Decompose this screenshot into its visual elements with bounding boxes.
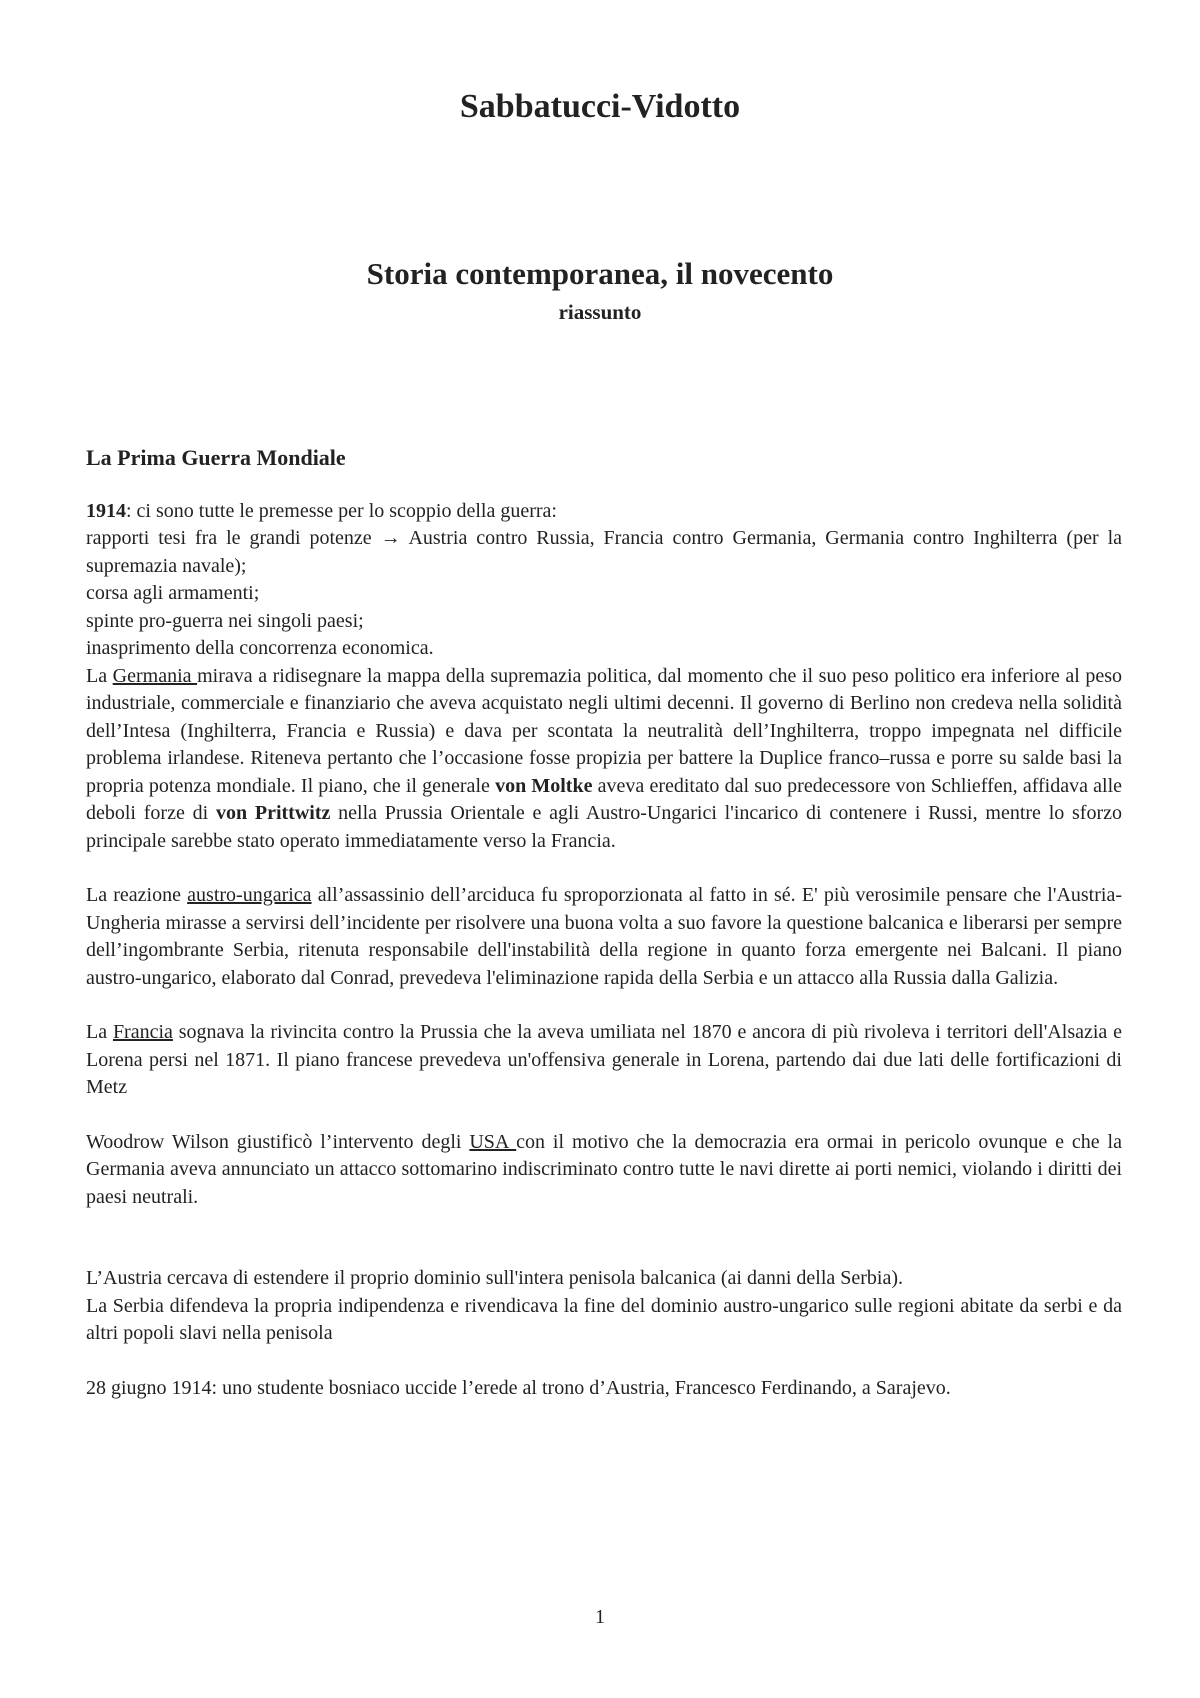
von-prittwitz: von Prittwitz — [215, 802, 331, 824]
premesse-intro-text: : ci sono tutte le premesse per lo scoppio della guerra: — [126, 499, 557, 522]
francia-text: sognava la rivincita contro la Prussia che la aveva umiliata nel 1870 e ancora di più rivoleva i territori dell'Alsazia e Lorena persi nel 1871. Il piano francese prevedeva un'offensiva generale in Lorena, partendo dai due lati delle fortificazioni di Metz — [86, 1021, 1123, 1098]
germania-text-1: mirava a ridisegnare la mappa della supremazia politica, dal momento che il suo peso politico era inferiore al peso industriale, commerciale e finanziario che aveva acquistato negli ultimi decenni. Il governo di Berlino non credeva nella solidità dell’Intesa (Inghilterra, Francia e Russia) e dava per scontata la neutralità dell’Inghilterra, troppo impegnata nel difficile problema irlandese. Riteneva pertanto che l’occasione fosse propizia per battere la Duplice franco–russa e porre su salde basi la propria potenza mondiale. Il piano, che il generale — [86, 664, 1122, 797]
section-heading: La Prima Guerra Mondiale — [86, 445, 346, 470]
paragraph-spacer — [86, 1238, 1122, 1265]
germania-text-3: nella Prussia Orientale e agli Austro-Ungarici l'incarico di contenere i Russi, mentre lo sforzo principale sarebbe stato operato immediatamente verso la Francia. — [86, 802, 1122, 852]
paragraph-usa — [86, 1129, 1122, 1212]
premesse-intro-line — [86, 498, 1122, 526]
germania-underlined: Germania — [112, 664, 198, 687]
germania-text-2: aveva ereditato dal suo predecessore von Schlieffen, affidava alle deboli forze di — [86, 774, 1123, 824]
francia-pre: La — [86, 1021, 113, 1043]
usa-pre: Woodrow Wilson giustificò l’intervento degli — [86, 1130, 470, 1153]
austria-pre: La reazione — [86, 884, 188, 906]
premesse-line-armamenti: corsa agli armamenti; — [86, 582, 260, 604]
document-author-title: Sabbatucci-Vidotto — [459, 88, 741, 125]
document-subtitle: riassunto — [558, 300, 642, 324]
premesse-line-concorrenza: inasprimento della concorrenza economica. — [86, 637, 434, 659]
premesse-line-rapporti: rapporti tesi fra le grandi potenze → Austria contro Russia, Francia contro Germania, Germania contro Inghilterra (per la supremazia navale); — [86, 527, 1122, 577]
austria-dominio-line: L’Austria cercava di estendere il proprio dominio sull'intera penisola balcanica (ai danni della Serbia). — [86, 1267, 904, 1289]
austro-ungarica-underlined: austro-ungarica — [187, 884, 312, 906]
page-number: 1 — [595, 1606, 605, 1628]
paragraph-francia — [86, 1019, 1122, 1102]
von-moltke: von Moltke — [495, 774, 593, 797]
premesse-line-spinte: spinte pro-guerra nei singoli paesi; — [86, 609, 364, 632]
document-main-title: Storia contemporanea, il novecento — [366, 256, 834, 291]
paragraph-austria-ungheria — [86, 882, 1122, 992]
paragraph-germania — [86, 663, 1122, 856]
paragraph-austria-serbia — [86, 1265, 1122, 1348]
germania-pre: La — [86, 664, 113, 687]
paragraph-premesse — [86, 498, 1122, 663]
usa-underlined: USA — [469, 1130, 517, 1153]
usa-text: con il motivo che la democrazia era ormai in pericolo ovunque e che la Germania aveva annunciato un attacco sottomarino indiscriminato contro tutte le navi dirette ai porti nemici, violando i diritti dei paesi neutrali. — [86, 1130, 1122, 1208]
paragraph-sarajevo: 28 giugno 1914: uno studente bosniaco uccide l’erede al trono d’Austria, Francesco Ferdinando, a Sarajevo. — [86, 1376, 951, 1399]
serbia-indipendenza-text: La Serbia difendeva la propria indipendenza e rivendicava la fine del dominio austro-ungarico sulle regioni abitate da serbi e da altri popoli slavi nella penisola — [86, 1294, 1122, 1344]
austria-text: all’assassinio dell’arciduca fu sproporzionata al fatto in sé. E' più verosimile pensare che l'Austria-Ungheria mirasse a servirsi dell’incidente per risolvere una buona volta a suo favore la questione balcanica e liberarsi per sempre dell’ingombrante Serbia, ritenuta responsabile dell'instabilità della regione in quanto forza emergente nei Balcani. Il piano austro-ungarico, elaborato dal Conrad, prevedeva l'eliminazione rapida della Serbia e un attacco alla Russia dalla Galizia. — [86, 884, 1122, 989]
year-1914: 1914 — [86, 499, 126, 522]
francia-underlined: Francia — [112, 1021, 173, 1043]
document-body — [86, 444, 1122, 1429]
